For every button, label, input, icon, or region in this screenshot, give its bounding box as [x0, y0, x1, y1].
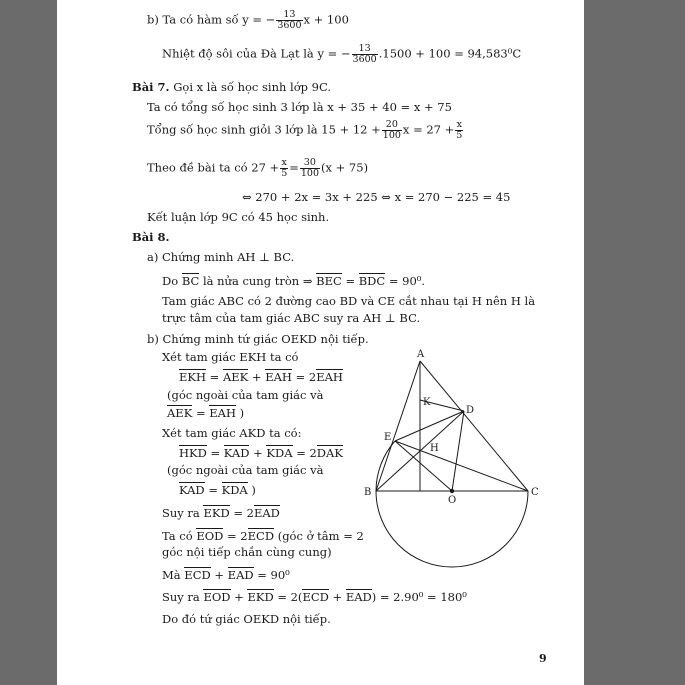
section-heading: Bài 8.	[132, 230, 170, 244]
altitude-CE	[395, 441, 528, 491]
line-15: Xét tam giác EKH ta có	[162, 350, 299, 364]
line-12: Tam giác ABC có 2 đường cao BD và CE cắt nhau tại H nên H là	[162, 294, 536, 308]
label-K: K	[423, 397, 431, 408]
line-16: EKH = AEK + EAH = 2EAH	[179, 370, 343, 384]
line-11: Do BC là nửa cung tròn ⇒ BEC = BDC = 90⁰.	[162, 274, 426, 288]
fraction: $\frac{13}{3600}$	[277, 9, 302, 31]
label-D: D	[466, 405, 475, 416]
line-5: Tổng số học sinh giỏi 3 lớp là 15 + 12 + $\frac{20}{100}$ x = 27 + $\frac{x}{5}$	[147, 119, 463, 141]
label-E: E	[384, 432, 392, 443]
line-27: Suy ra EOD + EKD = 2(ECD + EAD) = 2.90⁰ = 180⁰	[162, 590, 467, 604]
fraction: $\frac{x}{5}$	[281, 157, 288, 179]
center-point-O	[450, 489, 454, 493]
line-28: Do đó tứ giác OEKD nội tiếp.	[162, 612, 331, 626]
label-H: H	[430, 443, 439, 454]
segment-OD	[452, 411, 464, 491]
label-A: A	[417, 349, 425, 360]
segment-AC	[420, 361, 528, 491]
fraction: $\frac{x}{5}$	[456, 119, 463, 141]
line-26: Mà ECD + EAD = 90⁰	[162, 568, 290, 582]
line-2: Nhiệt độ sôi của Đà Lạt là y = − $\frac{13}{3600}$ .1500 + 100 = 94,583⁰C	[162, 43, 522, 65]
line-20: HKD = KAD + KDA = 2DAK	[179, 446, 343, 460]
label-C: C	[531, 487, 539, 498]
line-7: ⇔ 270 + 2x = 3x + 225 ⇔ x = 270 − 225 = 45	[242, 190, 511, 204]
line-6: Theo đề bài ta có 27 + $\frac{x}{5}$ = $\frac{30}{100}$ (x + 75)	[147, 157, 369, 179]
line-14: b) Chứng minh tứ giác OEKD nội tiếp.	[147, 332, 369, 346]
line-19: Xét tam giác AKD ta có:	[162, 426, 302, 440]
fraction: $\frac{13}{3600}$	[352, 43, 377, 65]
line-18: AEK = EAH )	[167, 406, 245, 420]
line-24: Ta có EOD = 2ECD (góc ở tâm = 2	[162, 529, 364, 543]
segment-ED	[395, 411, 464, 441]
line-3: Bài 7. Gọi x là số học sinh lớp 9C.	[132, 80, 332, 94]
line-22: KAD = KDA )	[179, 483, 256, 497]
line-17: (góc ngoài của tam giác và	[167, 388, 324, 402]
line-21: (góc ngoài của tam giác và	[167, 463, 324, 477]
fraction: $\frac{30}{100}$	[300, 157, 320, 179]
page-number: 9	[539, 652, 547, 665]
line-23: Suy ra EKD = 2EAD	[162, 506, 280, 520]
line-25: góc nội tiếp chắn cùng cung)	[162, 545, 332, 559]
line-10: a) Chứng minh AH ⊥ BC.	[147, 250, 295, 264]
line-1: b) Ta có hàm số y = − $\frac{13}{3600}$ x + 100	[147, 9, 349, 31]
document-page	[57, 0, 584, 685]
label-B: B	[364, 487, 372, 498]
fraction: $\frac{20}{100}$	[382, 119, 401, 141]
line-4: Ta có tổng số học sinh 3 lớp là x + 35 + 40 = x + 75	[147, 100, 452, 114]
label-O: O	[448, 495, 457, 506]
line-13: trực tâm của tam giác ABC suy ra AH ⊥ BC.	[162, 311, 421, 325]
line-8: Kết luận lớp 9C có 45 học sinh.	[147, 210, 330, 224]
geometry-figure	[357, 345, 557, 570]
